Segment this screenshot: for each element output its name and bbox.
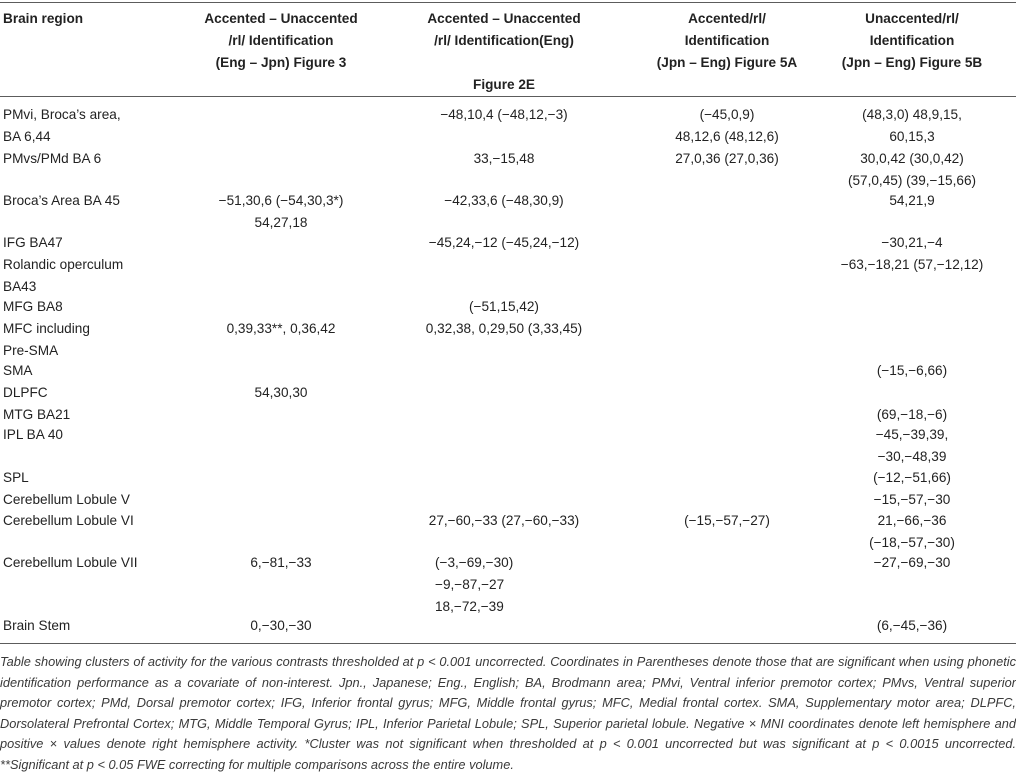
row-cell-col1: 0,−30,−30 (250, 618, 312, 633)
row-cell-col4: 54,21,9 (889, 193, 935, 208)
row-region: Cerebellum Lobule V (3, 492, 130, 507)
table-footnote: Table showing clusters of activity for the various contrasts thresholded at p < 0.001 uncorrected. Coordinates in Parentheses denote those that are significant when using phonetic identification performance as a covariate of non-interest. Jpn., Japanese; Eng., English; BA, Brodmann area; PMvi, Ventral inferior premotor cortex; PMvs, Ventral superior premotor cortex; PMd, Dorsal premotor cortex; IFG, Inferior frontal gyrus; MFG, Middle frontal gyrus; MFC, Medial frontal cortex. SMA, Supplementary motor area; DLPFC, Dorsolateral Prefrontal Cortex; MTG, Middle Temporal Gyrus; IPL, Inferior Parietal Lobule; SPL, Superior parietal lobule. Negative × MNI coordinates denote left hemisphere and positive × values denote right hemisphere activity. *Cluster was not significant when thresholded at p < 0.001 uncorrected but was significant at p < 0.0015 uncorrected. **Significant at p < 0.05 FWE correcting for multiple comparisons across the entire volume. (0, 654, 1016, 772)
row-cell-col2: −42,33,6 (−48,30,9) (444, 193, 564, 208)
row-cell-col1: −51,30,6 (−54,30,3*) 54,27,18 (218, 193, 344, 230)
row-region: PMvi, Broca’s area, BA 6,44 (3, 107, 121, 144)
row-cell-col4: (69,−18,−6) (876, 407, 948, 422)
row-region: Rolandic operculum BA43 (3, 257, 124, 294)
row-cell-col1: 0,39,33**, 0,36,42 (226, 321, 336, 336)
row-cell-col3: (−45,0,9) 48,12,6 (48,12,6) (675, 107, 779, 144)
row-region: Cerebellum Lobule VII (3, 555, 138, 570)
row-cell-col4: (48,3,0) 48,9,15, 60,15,3 (862, 107, 962, 144)
row-cell-col4: (6,−45,−36) (876, 618, 948, 633)
row-region: Broca’s Area BA 45 (3, 193, 120, 208)
row-region: Brain Stem (3, 618, 71, 633)
row-cell-col1: 54,30,30 (254, 385, 308, 400)
top-rule (0, 2, 1016, 3)
row-region: Cerebellum Lobule VI (3, 513, 134, 528)
header-rule (0, 96, 1016, 97)
row-cell-col4: −45,−39,39, −30,−48,39 (875, 427, 949, 464)
row-cell-col2: 27,−60,−33 (27,−60,−33) (428, 513, 580, 528)
row-region: PMvs/PMd BA 6 (3, 151, 102, 166)
row-cell-col1: 6,−81,−33 (250, 555, 312, 570)
header-col-1: Accented – Unaccented /rl/ Identification (Eng – Jpn) Figure 3 (204, 11, 358, 70)
header-col-2: Accented – Unaccented /rl/ Identification(Eng) Figure 2E (427, 11, 581, 92)
row-cell-col2: −48,10,4 (−48,12,−3) (440, 107, 568, 122)
row-region: SPL (3, 470, 29, 485)
row-region: IFG BA47 (3, 235, 63, 250)
row-cell-col2: 33,−15,48 (473, 151, 535, 166)
row-cell-col4: −27,−69,−30 (873, 555, 951, 570)
row-region: MFC including Pre-SMA (3, 321, 90, 358)
header-brain-region: Brain region (3, 11, 84, 26)
header-col-3: Accented/rl/ Identification (Jpn – Eng) Figure 5A (656, 11, 798, 70)
row-cell-col4: 30,0,42 (30,0,42) (57,0,45) (39,−15,66) (847, 151, 977, 188)
row-cell-col4: (−15,−6,66) (876, 363, 948, 378)
row-cell-col3: (−15,−57,−27) (684, 513, 770, 528)
row-region: MFG BA8 (3, 299, 63, 314)
row-region: MTG BA21 (3, 407, 71, 422)
row-cell-col2: (−51,15,42) (469, 299, 539, 314)
row-cell-col4: −15,−57,−30 (873, 492, 951, 507)
row-cell-col4: −30,21,−4 (881, 235, 943, 250)
header-col-4: Unaccented/rl/ Identification (Jpn – Eng) Figure 5B (841, 11, 983, 70)
row-region: SMA (3, 363, 33, 378)
row-region: IPL BA 40 (3, 427, 63, 442)
bottom-rule (0, 643, 1016, 644)
row-cell-col3: 27,0,36 (27,0,36) (675, 151, 779, 166)
row-cell-col2: (−3,−69,−30) −9,−87,−27 18,−72,−39 (435, 555, 514, 614)
row-region: DLPFC (3, 385, 48, 400)
row-cell-col2: 0,32,38, 0,29,50 (3,33,45) (425, 321, 583, 336)
row-cell-col2: −45,24,−12 (−45,24,−12) (428, 235, 580, 250)
row-cell-col4: 21,−66,−36 (−18,−57,−30) (869, 513, 955, 550)
row-cell-col4: −63,−18,21 (57,−12,12) (840, 257, 984, 272)
row-cell-col4: (−12,−51,66) (873, 470, 951, 485)
